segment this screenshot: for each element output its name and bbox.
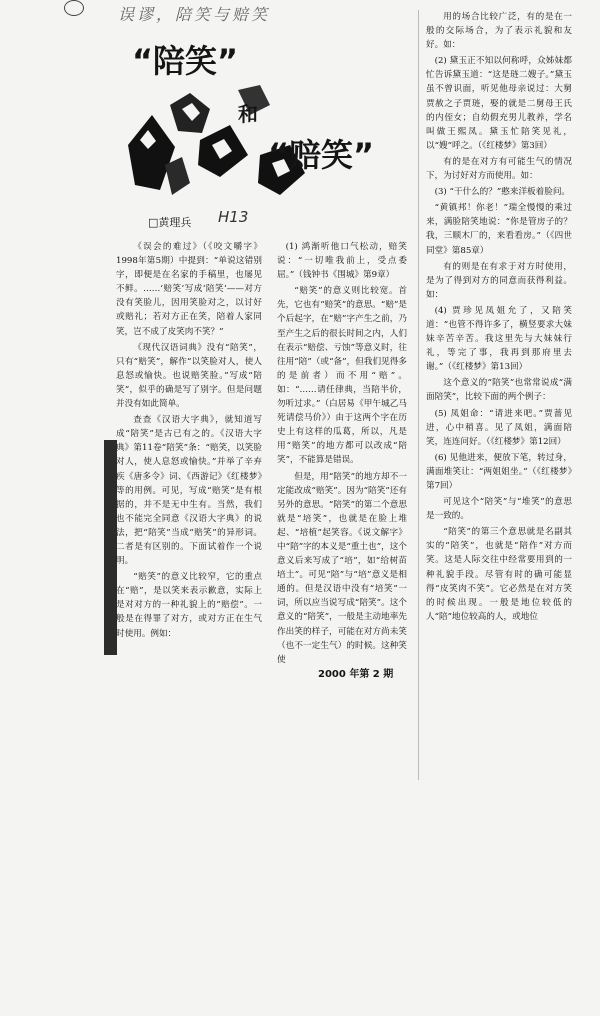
column-3: [426, 10, 572, 780]
issue-footer: 2000 年第 2 期: [318, 669, 394, 680]
paragraph: 用的场合比较广泛，有的是在一般的交际场合，为了表示礼貌和友好。如：: [426, 12, 572, 51]
column-divider: [418, 10, 419, 780]
example-quote: (4) 贾珍见凤姐允了，又陪笑道：“也管不得许多了，横竖要求大妹妹辛苦辛苦。我这里先与大妹妹行礼，等完了事，我再到那府里去谢。”（《红楼梦》第13回）: [426, 305, 572, 373]
paragraph: “赔笑”的意义则比较宽。首先，它也有“赔笑”的意思。“赔”是个后起字，在“赔”字产生之前，乃至产生之后的很长时间之内，人们在表示“赔偿、亏蚀”等意义时，往往用“陪”（或“备”，但我们见得多的是前者）而不用“赔”。如：“……请任律典，当陪半价，勿听过求。”（白居易《甲午城乙马死请偿马价》）由于这两个字在历史上有这样的瓜葛，所以，凡是用“赔笑”的地方都可以改成“陪笑”，不能算是错误。: [277, 286, 407, 466]
column-1: [116, 240, 262, 639]
author-byline: □黄理兵: [148, 216, 192, 229]
paragraph: 《误会的难过》（《咬文嚼字》1998年第5期）中提到：“单说这错别字，即便是在名家的手稿里，也屡见不鲜。……‘赔笑’写成‘陪笑’——对方没有笑脸儿，因用笑脸对之，以讨好或赔礼；若对方正在笑，陪着人家同笑，岂不成了皮笑肉不笑？”: [116, 242, 262, 337]
example-quote: (2) 黛玉正不知以何称呼，众姊妹都忙告诉黛玉道：“这是琏二嫂子。”黛玉虽不曾识面，听见他母亲说过：大舅贾赦之子贾琏，娶的就是二舅母王氏的内侄女；自幼假充男儿教养，学名叫做王熙凤。黛玉忙陪笑见礼，以“嫂”呼之。（《红楼梦》第3回）: [426, 56, 572, 151]
paragraph: 这个意义的“陪笑”也常常说成“满面陪笑”，比较下面的两个例子：: [426, 378, 572, 403]
example-quote: “黄镇邦！你老！”瑞全慢慢的乘过来，满脸陪笑地说：“你是管房子的？我，三顺木厂的，来看看房。”（《四世同堂》第85章）: [426, 203, 572, 256]
paragraph: 可见这个“陪笑”与“堆笑”的意思是一致的。: [426, 497, 572, 522]
example-quote: (5) 凤姐命：“请进来吧。”贾蔷见进，心中稍喜。见了凤姐，满面陪笑，连连问好。（《红楼梦》第12回）: [426, 408, 572, 447]
handwritten-stamp: H13: [218, 208, 249, 226]
handwritten-note: 误谬，陪笑与赔笑: [118, 5, 271, 24]
side-tab-label: YUWEN: [214, 964, 226, 1016]
paragraph: 《现代汉语词典》没有“陪笑”，只有“赔笑”，解作“以笑脸对人，使人息怒或愉快。也说赔笑脸。”写成“陪笑”，似乎的确是写了别字。但是问题并没有如此简单。: [116, 342, 262, 410]
paragraph: 有的是在对方有可能生气的情况下，为讨好对方而使用。如：: [426, 156, 572, 182]
title-bottom: “赔笑”: [268, 136, 375, 174]
title-conjunction: 和: [238, 102, 258, 126]
paragraph: “赔笑”的意义比较窄，它的重点在“赔”，是以笑来表示歉意，实际上是对对方的一种礼貌上的“赔偿”。一般是在得罪了对方，或对方正在生气时使用。例如：: [116, 572, 262, 639]
example-quote: (1) 鸿渐听他口气松动，赔笑说：“一切唯我前上，受点委屈。”（钱钟书《围城》第9章）: [277, 242, 407, 281]
margin-circle-mark: [64, 0, 84, 16]
column-2: [277, 240, 407, 665]
example-quote: (6) 见他进来，便放下笔，转过身，满面堆笑让：“两姐姐坐。”（《红楼梦》第7回）: [426, 452, 572, 491]
paragraph: 但是，用“陪笑”的地方却不一定能改成“赔笑”。因为“陪笑”还有另外的意思。“陪笑”的第二个意思就是“培笑”，也就是在脸上堆起、“培植”起笑容。《说文解字》中“陪”字的本义是“重土也”，这个意义后来写成了“培”，如“给树苗培土”。可见“陪”与“培”意义是相通的。但是汉语中没有“培笑”一词，所以应当说写成“陪笑”。这个意义的“陪笑”，一般是主动地率先作出笑的样子，可能在对方尚未笑（也不一定生气）的时候。这种笑使: [277, 471, 407, 665]
paragraph: 查查《汉语大字典》，就知道写成“陪笑”是古已有之的。《汉语大字典》第11卷“陪笑”条：“赔笑，以笑脸对人，使人息怒或愉快。”并举了辛弃疾《唐多令》词、《西游记》《红楼梦》等的用例。可见，写成“赔笑”是有根据的，并不是无中生有。当然，我们也不能完全同意《汉语大字典》的说法，把“陪笑”当成“赔笑”的异形词。二者是有区别的。下面试着作一个说明。: [116, 415, 262, 567]
example-quote: (3) “干什么的？”憨来洋板着脸问。: [434, 187, 571, 198]
paragraph: “陪笑”的第三个意思就是名副其实的“陪笑”，也就是“陪作”对方而笑。这是人际交往中经常要用到的一种礼貌手段。尽管有时的确可能显得“皮笑肉不笑”。它必然是在对方笑的时候出现。一般是地位较低的人“陪”地位较高的人，或地位: [426, 527, 572, 622]
title-top: “陪笑”: [132, 42, 239, 80]
paragraph: 有的则是在有求于对方时使用，是为了得到对方的同意而获得利益。如：: [426, 261, 572, 300]
